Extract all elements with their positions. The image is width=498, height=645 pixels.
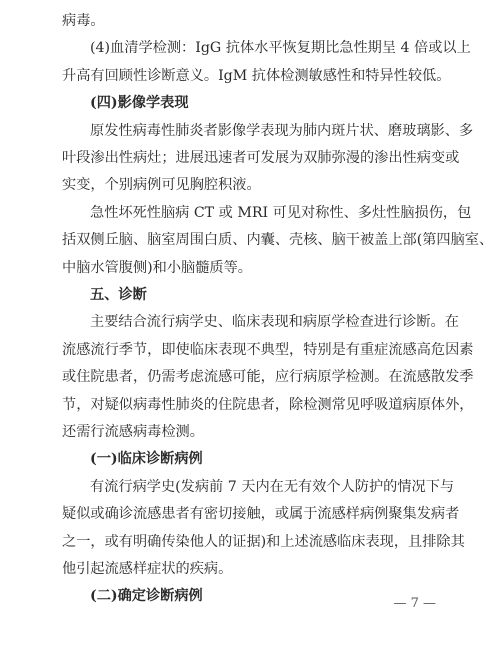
text-line: 疑似或确诊流感患者有密切接触，或属于流感样病例聚集发病者 — [62, 506, 460, 522]
text-line: 主要结合流行病学史、临床表现和病原学检查进行诊断。在 — [90, 314, 459, 330]
section-heading: (四)影像学表现 — [90, 95, 189, 111]
section-heading: (二)确定诊断病例 — [90, 588, 203, 604]
page-number — [0, 596, 498, 616]
text-line: 叶段渗出性病灶；进展迅速者可发展为双肺弥漫的渗出性病变或 — [62, 150, 460, 166]
text-line: 病毒。 — [62, 13, 105, 29]
page-number-text: — 7 — — [393, 596, 436, 611]
text-line: (4)血清学检测：IgG 抗体水平恢复期比急性期呈 4 倍或以上 — [90, 40, 471, 56]
text-line: 之一，或有明确传染他人的证据)和上述流感临床表现，且排除其 — [62, 534, 465, 550]
text-line: 他引起流感样症状的疾病。 — [62, 561, 233, 577]
text-line: 括双侧丘脑、脑室周围白质、内囊、壳核、脑干被盖上部(第四脑室、 — [62, 232, 494, 248]
text-line: 节，对疑似病毒性肺炎的住院患者，除检测常见呼吸道病原体外， — [62, 397, 474, 413]
text-line: 原发性病毒性肺炎者影像学表现为肺内斑片状、磨玻璃影、多 — [90, 123, 474, 139]
text-line: 急性坏死性脑病 CT 或 MRI 可见对称性、多灶性脑损伤，包 — [90, 205, 472, 221]
text-line: 还需行流感病毒检测。 — [62, 424, 204, 440]
section-heading: (一)临床诊断病例 — [90, 451, 203, 467]
text-line: 流感流行季节，即使临床表现不典型，特别是有重症流感高危因素 — [62, 342, 474, 358]
text-line: 实变，个别病例可见胸腔积液。 — [62, 177, 261, 193]
text-line: 中脑水管腹侧)和小脑髓质等。 — [62, 260, 252, 276]
text-line: 或住院患者，仍需考虑流感可能，应行病原学检测。在流感散发季 — [62, 369, 474, 385]
section-heading: 五、诊断 — [90, 287, 147, 303]
text-line: 升高有回顾性诊断意义。IgM 抗体检测敏感性和特异性较低。 — [62, 68, 451, 84]
text-line: 有流行病学史(发病前 7 天内在无有效个人防护的情况下与 — [90, 479, 455, 495]
